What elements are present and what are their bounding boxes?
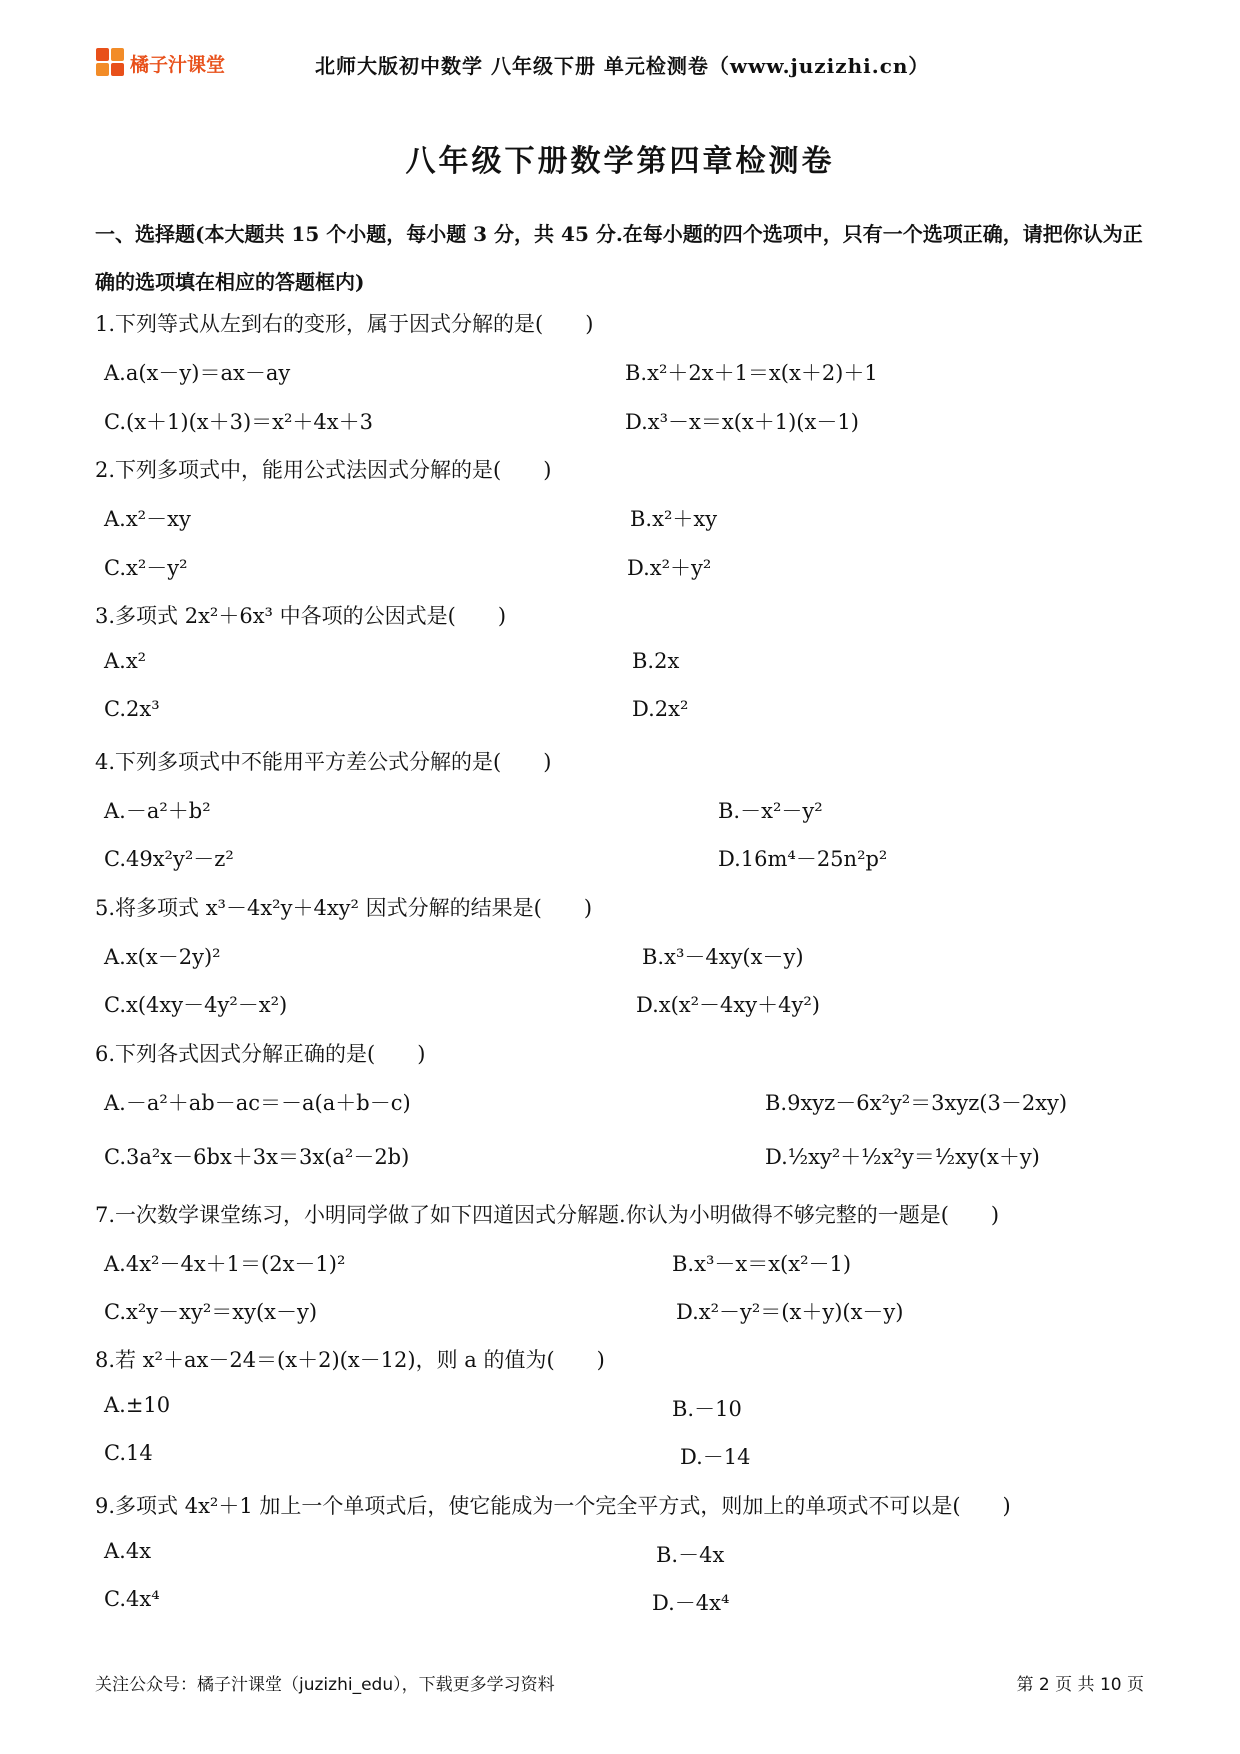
question-3-stem: 3.多项式 2x²＋6x³ 中各项的公因式是( ) bbox=[95, 604, 507, 628]
question-7-option-a: A.4x²－4x＋1＝(2x－1)² bbox=[104, 1252, 346, 1276]
question-9-option-c: C.4x⁴ bbox=[104, 1587, 160, 1611]
question-7-stem: 7.一次数学课堂练习，小明同学做了如下四道因式分解题.你认为小明做得不够完整的一题是( ) bbox=[95, 1203, 1000, 1227]
page-title: 八年级下册数学第四章检测卷 bbox=[405, 144, 835, 179]
question-9-option-a: A.4x bbox=[104, 1539, 152, 1563]
question-2-option-b: B.x²＋xy bbox=[630, 507, 718, 531]
question-8-option-a: A.±10 bbox=[104, 1393, 171, 1417]
question-4-stem: 4.下列多项式中不能用平方差公式分解的是( ) bbox=[95, 750, 552, 774]
header-title: 北师大版初中数学 八年级下册 单元检测卷（www.juzizhi.cn） bbox=[315, 54, 930, 78]
question-9-option-b: B.－4x bbox=[656, 1543, 725, 1567]
footer-promo: 关注公众号：橘子汁课堂（juzizhi_edu），下载更多学习资料 bbox=[95, 1675, 555, 1695]
question-1-option-d: D.x³－x＝x(x＋1)(x－1) bbox=[625, 410, 859, 434]
question-5-option-b: B.x³－4xy(x－y) bbox=[642, 945, 804, 969]
question-1-option-a: A.a(x－y)＝ax－ay bbox=[104, 361, 291, 385]
question-7-option-b: B.x³－x＝x(x²－1) bbox=[672, 1252, 852, 1276]
question-8-stem: 8.若 x²＋ax－24＝(x＋2)(x－12)，则 a 的值为( ) bbox=[95, 1348, 605, 1372]
question-8-option-b: B.－10 bbox=[672, 1397, 742, 1421]
question-8-option-d: D.－14 bbox=[680, 1445, 751, 1469]
question-6-option-b: B.9xyz－6x²y²＝3xyz(3－2xy) bbox=[765, 1091, 1068, 1115]
question-7-option-c: C.x²y－xy²＝xy(x－y) bbox=[104, 1300, 318, 1324]
section-instructions: 一、选择题(本大题共 15 个小题，每小题 3 分，共 45 分.在每小题的四个选项中，只有一个选项正确，请把你认为正确的选项填在相应的答题框内) bbox=[95, 222, 1143, 294]
question-9-option-d: D.－4x⁴ bbox=[652, 1591, 730, 1615]
question-2-option-d: D.x²＋y² bbox=[627, 556, 712, 580]
question-1-option-c: C.(x＋1)(x＋3)＝x²＋4x＋3 bbox=[104, 410, 374, 434]
question-8-option-c: C.14 bbox=[104, 1441, 153, 1465]
question-6-option-a: A.－a²＋ab－ac＝－a(a＋b－c) bbox=[104, 1091, 411, 1115]
question-3-option-c: C.2x³ bbox=[104, 697, 160, 721]
logo bbox=[96, 48, 225, 78]
question-4-option-d: D.16m⁴－25n²p² bbox=[718, 847, 888, 871]
question-3-option-a: A.x² bbox=[104, 649, 147, 673]
question-9-stem: 9.多项式 4x²＋1 加上一个单项式后，使它能成为一个完全平方式，则加上的单项式不可以是( ) bbox=[95, 1494, 1011, 1518]
question-2-option-a: A.x²－xy bbox=[104, 507, 191, 531]
question-5-stem: 5.将多项式 x³－4x²y＋4xy² 因式分解的结果是( ) bbox=[95, 896, 593, 920]
question-4-option-a: A.－a²＋b² bbox=[104, 799, 211, 823]
question-6-stem: 6.下列各式因式分解正确的是( ) bbox=[95, 1042, 426, 1066]
question-2-option-c: C.x²－y² bbox=[104, 556, 188, 580]
question-4-option-b: B.－x²－y² bbox=[718, 799, 823, 823]
question-3-option-d: D.2x² bbox=[632, 697, 689, 721]
question-5-option-d: D.x(x²－4xy＋4y²) bbox=[636, 993, 820, 1017]
question-5-option-a: A.x(x－2y)² bbox=[104, 945, 221, 969]
question-5-option-c: C.x(4xy－4y²－x²) bbox=[104, 993, 288, 1017]
question-2-stem: 2.下列多项式中，能用公式法因式分解的是( ) bbox=[95, 458, 552, 482]
question-1-option-b: B.x²＋2x＋1＝x(x＋2)＋1 bbox=[625, 361, 878, 385]
question-6-option-d: D.½xy²＋½x²y＝½xy(x＋y) bbox=[765, 1145, 1040, 1169]
question-4-option-c: C.49x²y²－z² bbox=[104, 847, 234, 871]
logo-icon bbox=[96, 48, 126, 78]
question-7-option-d: D.x²－y²＝(x＋y)(x－y) bbox=[676, 1300, 904, 1324]
question-3-option-b: B.2x bbox=[632, 649, 680, 673]
question-1-stem: 1.下列等式从左到右的变形，属于因式分解的是( ) bbox=[95, 312, 594, 336]
page-number: 第 2 页 共 10 页 bbox=[1016, 1675, 1144, 1695]
logo-text: 橘子汁课堂 bbox=[130, 53, 226, 76]
question-6-option-c: C.3a²x－6bx＋3x＝3x(a²－2b) bbox=[104, 1145, 410, 1169]
